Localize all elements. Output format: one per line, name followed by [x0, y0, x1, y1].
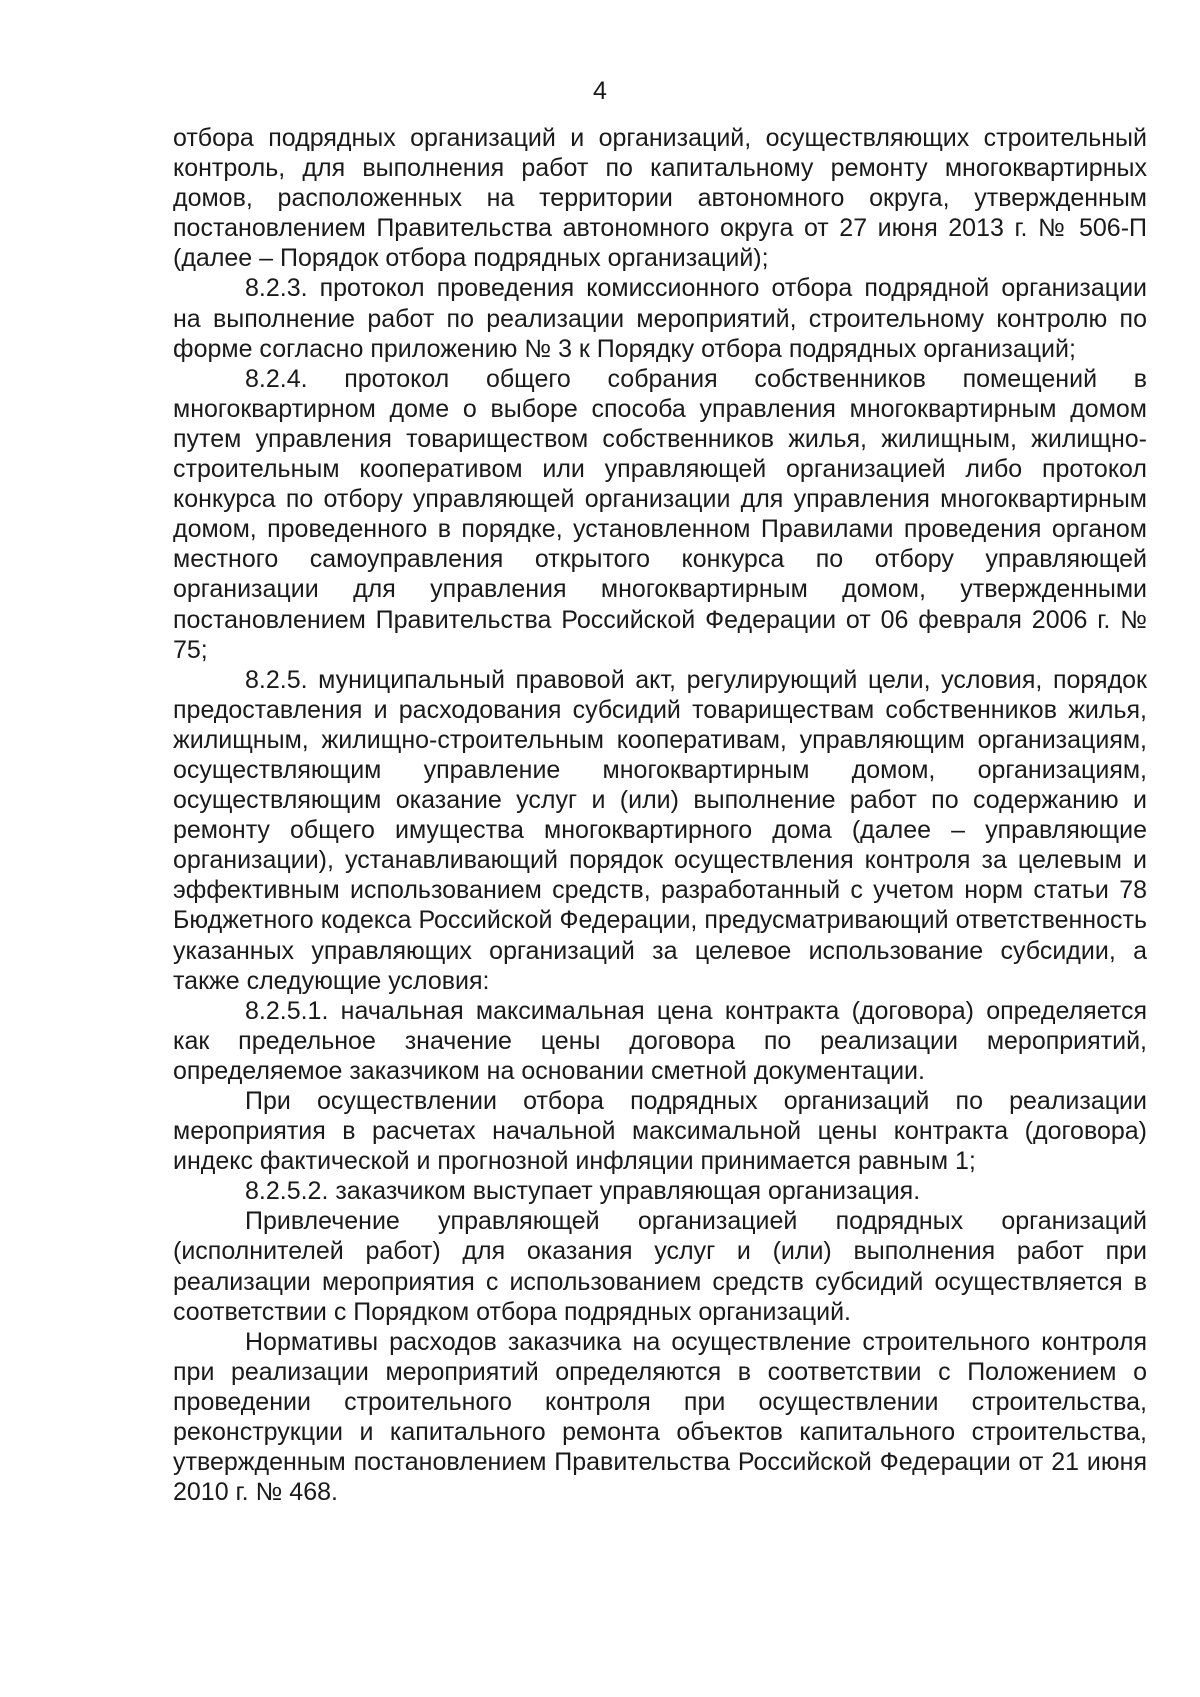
- paragraph-contractor-engagement: Привлечение управляющей организацией подрядных организаций (исполнителей работ) для оказания услуг и (или) выполнения работ при реализации мероприятия с использованием средств субсидий осуществляется в соответствии с Порядком отбора подрядных организаций.: [173, 1207, 1147, 1326]
- paragraph-8-2-3: 8.2.3. протокол проведения комиссионного отбора подрядной организации на выполнение работ по реализации мероприятий, строительному контролю по форме согласно приложению № 3 к Порядку отбора подрядных организаций;: [173, 274, 1147, 363]
- paragraph-inflation-index: При осуществлении отбора подрядных организаций по реализации мероприятия в расчетах начальной максимальной цены контракта (договора) индекс фактической и прогнозной инфляции принимается равным 1;: [173, 1087, 1147, 1176]
- paragraph-8-2-5: 8.2.5. муниципальный правовой акт, регулирующий цели, условия, порядок предоставления и расходования субсидий товариществам собственников жилья, жилищным, жилищно-строительным кооперативам, управляющим организациям, осуществляющим управление многоквартирным домом, организациям, осуществляющим оказание услуг и (или) выполнение работ по содержанию и ремонту общего имущества многоквартирного дома (далее – управляющие организации), устанавливающий порядок осуществления контроля за целевым и эффективным использованием средств, разработанный с учетом норм статьи 78 Бюджетного кодекса Российской Федерации, предусматривающий ответственность указанных управляющих организаций за целевое использование субсидии, а также следующие условия:: [173, 665, 1147, 995]
- paragraph-continuation: отбора подрядных организаций и организаций, осуществляющих строительный контроль, для выполнения работ по капитальному ремонту многоквартирных домов, расположенных на территории автономного округа, утвержденным постановлением Правительства автономного округа от 27 июня 2013 г. № 506-П (далее – Порядок отбора подрядных организаций);: [173, 124, 1147, 273]
- paragraph-8-2-4: 8.2.4. протокол общего собрания собственников помещений в многоквартирном доме о выборе способа управления многоквартирным домом путем управления товариществом собственников жилья, жилищным, жилищно-строительным кооперативом или управляющей организацией либо протокол конкурса по отбору управляющей организации для управления многоквартирным домом, проведенного в порядке, установленном Правилами проведения органом местного самоуправления открытого конкурса по отбору управляющей организации для управления многоквартирным домом, утвержденными постановлением Правительства Российской Федерации от 06 февраля 2006 г. № 75;: [173, 364, 1147, 664]
- page-number: 4: [593, 77, 607, 105]
- paragraph-construction-control-norms: Нормативы расходов заказчика на осуществление строительного контроля при реализации мероприятий определяются в соответствии с Положением о проведении строительного контроля при осуществлении строительства, реконструкции и капитального ремонта объектов капитального строительства, утвержденным постановлением Правительства Российской Федерации от 21 июня 2010 г. № 468.: [173, 1327, 1147, 1507]
- paragraph-8-2-5-2: 8.2.5.2. заказчиком выступает управляющая организация.: [245, 1177, 921, 1206]
- paragraph-8-2-5-1: 8.2.5.1. начальная максимальная цена контракта (договора) определяется как предельное значение цены договора по реализации мероприятий, определяемое заказчиком на основании сметной документации.: [173, 996, 1147, 1085]
- document-body: [173, 123, 1147, 1507]
